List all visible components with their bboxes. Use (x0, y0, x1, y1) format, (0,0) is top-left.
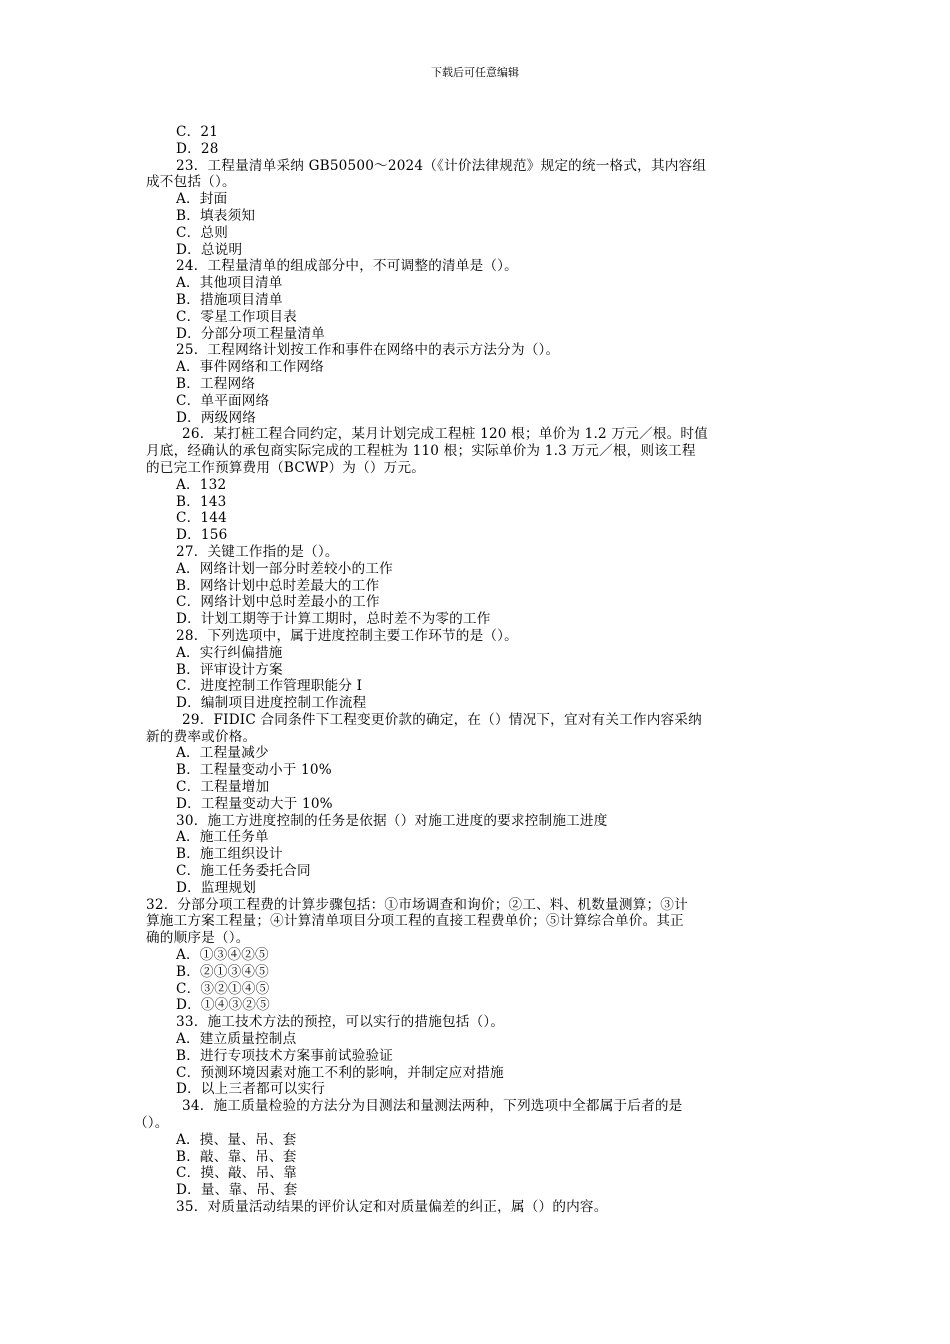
question-text-line: 月底，经确认的承包商实际完成的工程桩为 110 根；实际单价为 1.3 万元／根，则该工程 (146, 443, 696, 460)
question-text-line: 30．施工方进度控制的任务是依据（）对施工进度的要求控制施工进度 (176, 812, 608, 829)
answer-option: C．进度控制工作管理职能分 I (176, 678, 363, 695)
answer-option: A．网络计划一部分时差较小的工作 (176, 560, 393, 577)
answer-option: B．工程量变动小于 10% (176, 762, 332, 779)
answer-option: A．建立质量控制点 (176, 1031, 297, 1048)
question-text-line: 27．关键工作指的是（）。 (176, 543, 339, 560)
question-text-line: 34．施工质量检验的方法分为目测法和量测法两种，下列选项中全都属于后者的是 (182, 1098, 683, 1115)
answer-option: B．进行专项技术方案事前试验验证 (176, 1047, 394, 1064)
answer-option: C．144 (176, 510, 227, 527)
question-text-line: 29．FIDIC 合同条件下工程变更价款的确定，在（）情况下，宜对有关工作内容采纳 (182, 711, 702, 728)
answer-option: A．摸、量、吊、套 (176, 1131, 297, 1148)
answer-option: A．封面 (176, 191, 228, 208)
answer-option: C．摸、敲、吊、靠 (176, 1165, 297, 1182)
answer-option: D．编制项目进度控制工作流程 (176, 695, 367, 712)
answer-option: A．其他项目清单 (176, 275, 283, 292)
question-text-line: 35．对质量活动结果的评价认定和对质量偏差的纠正，属（）的内容。 (176, 1199, 608, 1215)
answer-option: B．评审设计方案 (176, 661, 283, 678)
answer-option: B．②①③④⑤ (176, 963, 269, 980)
answer-option: D．工程量变动大于 10% (176, 795, 333, 812)
answer-option: A．实行纠偏措施 (176, 644, 283, 661)
answer-option: B．施工组织设计 (176, 846, 283, 863)
answer-option: A．施工任务单 (176, 829, 269, 846)
question-text-line: 33．施工技术方法的预控，可以实行的措施包括（）。 (176, 1014, 505, 1031)
question-text-line: 的已完工作预算费用（BCWP）为（）万元。 (146, 459, 426, 476)
answer-option: D．两级网络 (176, 409, 257, 426)
question-text-line: 32．分部分项工程费的计算步骤包括：①市场调查和询价；②工、料、机数量测算；③计 (146, 896, 688, 913)
question-text-line: 成不包括（）。 (146, 174, 236, 191)
question-text-line: （）。 (134, 1115, 169, 1132)
answer-option: B．网络计划中总时差最大的工作 (176, 577, 380, 594)
question-text-line: 23．工程量清单采纳 GB50500～2024（《计价法律规范》规定的统一格式，其内容组 (176, 157, 707, 174)
answer-option: C．网络计划中总时差最小的工作 (176, 594, 380, 611)
answer-option: D．量、靠、吊、套 (176, 1182, 298, 1199)
document-body (134, 124, 808, 1216)
answer-option: D．156 (176, 527, 228, 544)
answer-option: D．计划工期等于计算工期时，总时差不为零的工作 (176, 611, 491, 628)
answer-option: B．敲、靠、吊、套 (176, 1148, 297, 1165)
question-text-line: 算施工方案工程量；④计算清单项目分项工程的直接工程费单价；⑤计算综合单价。其正 (146, 913, 684, 930)
answer-option: C．施工任务委托合同 (176, 863, 311, 880)
question-text-line: 新的费率或价格。 (146, 728, 257, 745)
question-text-line: 25．工程网络计划按工作和事件在网络中的表示方法分为（）。 (176, 342, 560, 359)
answer-option: C．21 (176, 124, 219, 140)
question-text-line: 28．下列选项中，属于进度控制主要工作环节的是（）。 (176, 627, 518, 644)
answer-option: A．132 (176, 476, 227, 493)
answer-option: C．单平面网络 (176, 392, 270, 409)
answer-option: D．总说明 (176, 241, 243, 258)
answer-option: C．工程量增加 (176, 779, 270, 796)
answer-option: B．工程网络 (176, 375, 256, 392)
answer-option: D．监理规划 (176, 879, 257, 896)
answer-option: A．①③④②⑤ (176, 947, 269, 964)
answer-option: D．以上三者都可以实行 (176, 1081, 326, 1098)
answer-option: B．143 (176, 493, 227, 510)
answer-option: D．28 (176, 140, 219, 157)
answer-option: C．③②①④⑤ (176, 980, 270, 997)
answer-option: B．填表须知 (176, 207, 256, 224)
answer-option: D．分部分项工程量清单 (176, 325, 326, 342)
answer-option: C．零星工作项目表 (176, 308, 297, 325)
answer-option: C．预测环境因素对施工不利的影响，并制定应对措施 (176, 1064, 504, 1081)
question-text-line: 26．某打桩工程合同约定，某月计划完成工程桩 120 根；单价为 1.2 万元／根。时值 (182, 426, 708, 443)
question-text-line: 24．工程量清单的组成部分中，不可调整的清单是（）。 (176, 258, 518, 275)
answer-option: A．事件网络和工作网络 (176, 359, 324, 376)
question-text-line: 确的顺序是（）。 (146, 930, 250, 947)
answer-option: A．工程量减少 (176, 745, 269, 762)
answer-option: C．总则 (176, 224, 228, 241)
answer-option: D．①④③②⑤ (176, 997, 270, 1014)
page-header: 下载后可任意编辑 (431, 66, 519, 79)
answer-option: B．措施项目清单 (176, 291, 283, 308)
